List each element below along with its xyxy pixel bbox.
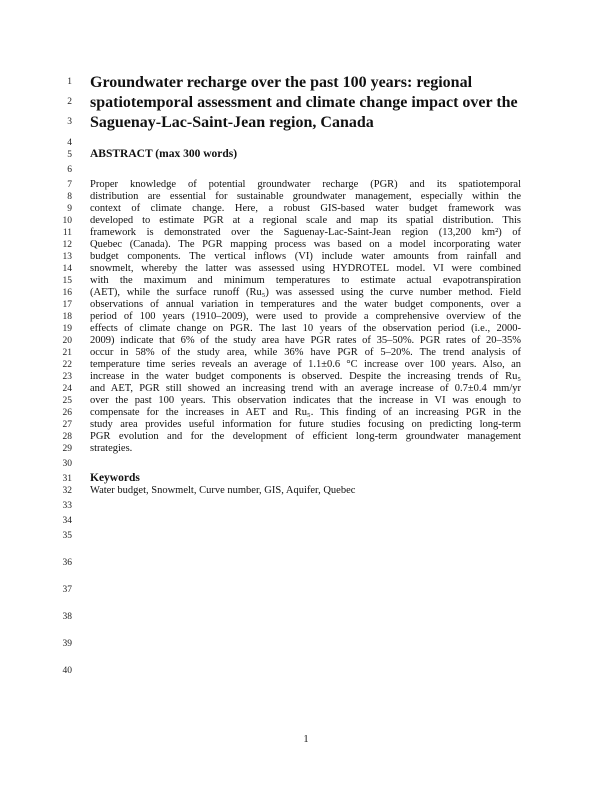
line-number: 21: [62, 348, 72, 358]
abstract-line: temperature time series reveals an average of 1.1±0.6 °C increase over 100 years. Also, an: [90, 359, 521, 370]
line-number: 20: [62, 336, 72, 346]
line-number: 28: [62, 432, 72, 442]
title-line: spatiotemporal assessment and climate change impact over the: [90, 94, 518, 111]
abstract-line: budget components. The vertical inflows (VI) include water amounts from rainfall and: [90, 251, 521, 262]
abstract-line: effects of climate change on PGR. The last 10 years of the observation period (i.e., 2000-: [90, 323, 521, 334]
abstract-line: occur in 58% of the study area, while 36% have PGR of 5–20%. The trend analysis of: [90, 347, 521, 358]
abstract-line: developed to estimate PGR at a regional scale and map its spatial distribution. This: [90, 215, 521, 226]
abstract-line: period of 100 years (1910–2009), were used to provide a comprehensive overview of the: [90, 311, 521, 322]
line-number: 9: [67, 204, 72, 214]
line-number: 5: [67, 150, 72, 160]
line-number: 32: [62, 486, 72, 496]
abstract-line: (AET), while the surface runoff (Ru₅) was assessed using the curve number method. Field: [90, 287, 521, 298]
abstract-line: strategies.: [90, 443, 133, 454]
abstract-line: context of climate change. Here, a robust GIS-based water budget framework was: [90, 203, 521, 214]
line-number: 11: [62, 228, 72, 238]
abstract-line: increase in the water budget components is observed. Despite the increasing trends of Ru₅: [90, 371, 521, 382]
line-number: 22: [62, 360, 72, 370]
line-number: 27: [62, 420, 72, 430]
line-number: 16: [62, 288, 72, 298]
line-number: 7: [67, 180, 72, 190]
abstract-line: Quebec (Canada). The PGR mapping process was based on a model incorporating water: [90, 239, 521, 250]
line-number: 4: [67, 138, 72, 148]
line-number: 19: [62, 324, 72, 334]
keywords-heading: Keywords: [90, 472, 140, 484]
line-number: 30: [62, 459, 72, 469]
keywords-text: Water budget, Snowmelt, Curve number, GIS, Aquifer, Quebec: [90, 485, 356, 496]
line-number: 3: [67, 117, 72, 127]
abstract-line: over the past 100 years. This observation indicates that the increase in VI was enough to: [90, 395, 521, 406]
line-number: 8: [67, 192, 72, 202]
line-number: 29: [62, 444, 72, 454]
abstract-line: distribution are essential for sustainable groundwater management, especially within the: [90, 191, 521, 202]
line-number: 15: [62, 276, 72, 286]
title-line: Saguenay-Lac-Saint-Jean region, Canada: [90, 114, 374, 131]
abstract-heading: ABSTRACT (max 300 words): [90, 148, 238, 160]
line-number: 2: [67, 97, 72, 107]
line-number: 37: [62, 585, 72, 595]
line-number: 24: [62, 384, 72, 394]
abstract-line: compensate for the increases in AET and Ru₅. This finding of an increasing PGR in the: [90, 407, 521, 418]
abstract-line: snowmelt, whereby the latter was assessed using HYDROTEL model. VI were combined: [90, 263, 521, 274]
line-number: 36: [62, 558, 72, 568]
line-number: 14: [62, 264, 72, 274]
line-number: 23: [62, 372, 72, 382]
abstract-line: and AET, PGR still showed an increasing trend with an average increase of 0.7±0.4 mm/yr: [90, 383, 521, 394]
abstract-line: framework is demonstrated over the Saguenay-Lac-Saint-Jean region (13,200 km²) of: [90, 227, 521, 238]
line-number: 6: [67, 165, 72, 175]
line-number: 17: [62, 300, 72, 310]
line-number: 1: [67, 77, 72, 87]
line-number: 25: [62, 396, 72, 406]
abstract-line: with the maximum and minimum temperatures to estimate actual evapotranspiration: [90, 275, 521, 286]
line-number: 26: [62, 408, 72, 418]
abstract-line: study area provides useful information for future studies focusing on predicting long-term: [90, 419, 521, 430]
abstract-line: observations of annual variation in temperatures and the water budget components, over a: [90, 299, 521, 310]
line-number: 18: [62, 312, 72, 322]
line-number: 39: [62, 639, 72, 649]
abstract-line: 2009) indicate that 6% of the study area have PGR rates of 35–50%. PGR rates of 20–35%: [90, 335, 521, 346]
page-number: 1: [303, 734, 309, 745]
line-number: 31: [62, 474, 72, 484]
line-number: 10: [62, 216, 72, 226]
line-number: 13: [62, 252, 72, 262]
title-line: Groundwater recharge over the past 100 years: regional: [90, 74, 473, 91]
line-number: 40: [62, 666, 72, 676]
line-number: 12: [62, 240, 72, 250]
line-number: 35: [62, 531, 72, 541]
line-number: 34: [62, 516, 72, 526]
line-number: 33: [62, 501, 72, 511]
abstract-line: Proper knowledge of potential groundwater recharge (PGR) and its spatiotemporal: [90, 179, 521, 190]
line-number: 38: [62, 612, 72, 622]
abstract-line: PGR evolution and for the development of efficient long-term groundwater management: [90, 431, 521, 442]
